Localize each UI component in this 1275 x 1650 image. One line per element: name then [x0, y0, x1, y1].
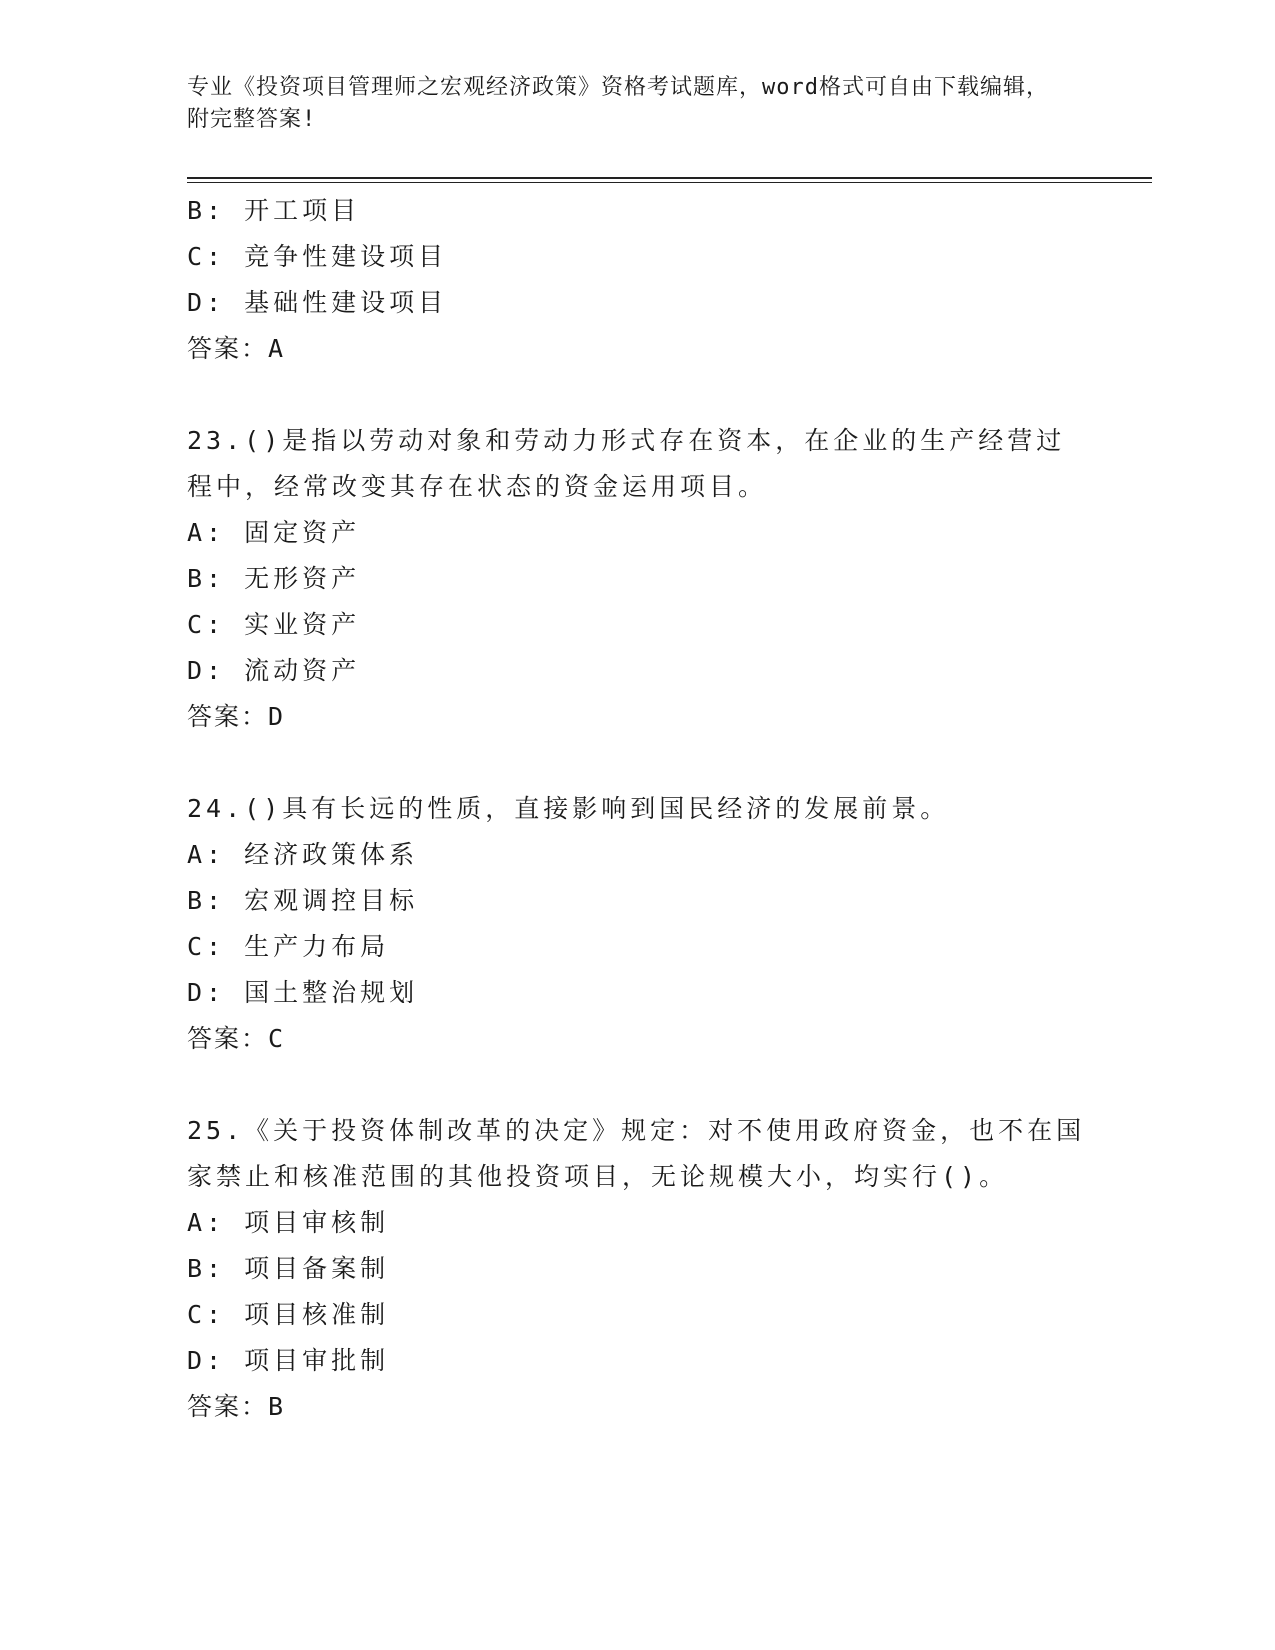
question-text: 25.《关于投资体制改革的决定》规定：对不使用政府资金，也不在国家禁止和核准范围的其他投资项目，无论规模大小，均实行()。 — [187, 1116, 1086, 1191]
option-b: B: 无形资产 — [187, 564, 361, 593]
header-text: 专业《投资项目管理师之宏观经济政策》资格考试题库，word格式可自由下载编辑，附完整答案! — [187, 75, 1049, 132]
answer-label: 答案： — [187, 334, 269, 363]
answer-value: B — [268, 1392, 286, 1421]
answer-label: 答案： — [187, 1024, 269, 1053]
answer-line — [187, 1384, 1087, 1430]
header-divider-thick — [187, 177, 1152, 179]
option-c: C: 生产力布局 — [187, 932, 390, 961]
question-text: 23.()是指以劳动对象和劳动力形式存在资本，在企业的生产经营过程中，经常改变其存在状态的资金运用项目。 — [187, 426, 1066, 501]
question-23 — [187, 418, 1087, 740]
option-a: A: 项目审核制 — [187, 1208, 390, 1237]
option-d: D: 流动资产 — [187, 656, 361, 685]
option-c: C: 实业资产 — [187, 610, 361, 639]
answer-value: D — [268, 702, 286, 731]
option-a: A: 固定资产 — [187, 518, 361, 547]
question-24 — [187, 786, 1087, 1062]
question-text: 24.()具有长远的性质，直接影响到国民经济的发展前景。 — [187, 794, 950, 823]
answer-value: A — [268, 334, 286, 363]
question-22-continued — [187, 188, 1087, 372]
answer-label: 答案： — [187, 702, 269, 731]
answer-line — [187, 1016, 1087, 1062]
question-list — [187, 188, 1087, 1430]
option-d: D: 基础性建设项目 — [187, 288, 448, 317]
answer-line — [187, 326, 1087, 372]
option-c: C: 项目核准制 — [187, 1300, 390, 1329]
answer-line — [187, 694, 1087, 740]
option-c: C: 竞争性建设项目 — [187, 242, 448, 271]
option-b: B: 项目备案制 — [187, 1254, 390, 1283]
option-a: A: 经济政策体系 — [187, 840, 419, 869]
option-d: D: 国土整治规划 — [187, 978, 419, 1007]
option-d: D: 项目审批制 — [187, 1346, 390, 1375]
question-25 — [187, 1108, 1087, 1430]
answer-label: 答案： — [187, 1392, 269, 1421]
answer-value: C — [268, 1024, 286, 1053]
option-b: B: 宏观调控目标 — [187, 886, 419, 915]
header-divider-thin — [187, 182, 1152, 183]
document-header — [187, 72, 1067, 136]
option-b: B: 开工项目 — [187, 196, 361, 225]
